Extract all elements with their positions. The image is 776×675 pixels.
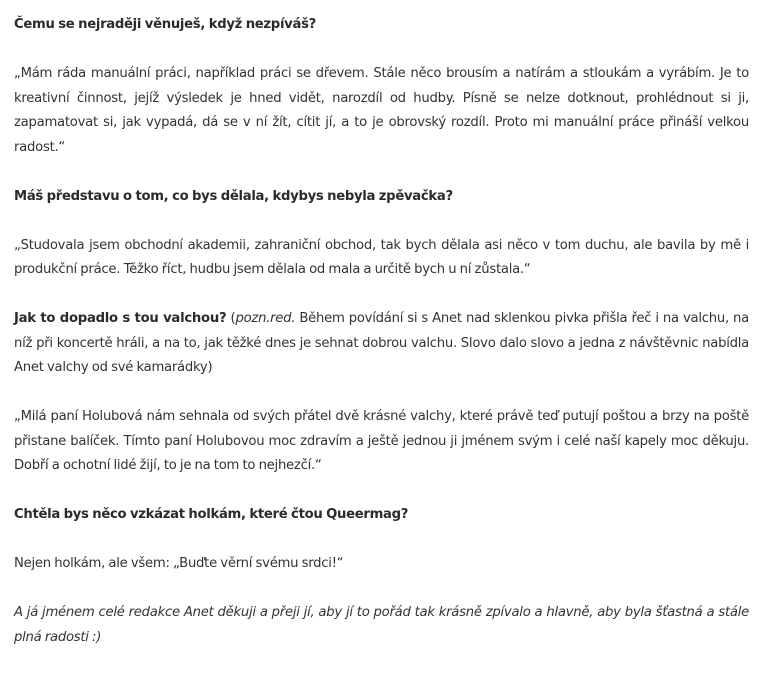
- editor-note-label: pozn.red.: [235, 311, 296, 326]
- question-washboard: [14, 307, 749, 381]
- question-hobbies: Čemu se nejraději věnuješ, když nezpíváš?: [14, 17, 316, 32]
- closing-note: A já jménem celé redakce Anet děkuji a přeji jí, aby jí to pořád tak krásně zpívalo a hlavně, aby byla šťastná a stále plná radosti :): [14, 605, 749, 645]
- answer-washboard: „Milá paní Holubová nám sehnala od svých přátel dvě krásné valchy, které právě teď putují poštou a brzy na poště přistane balíček. Tímto paní Holubovou moc zdravím a ještě jednou ji jménem svým i celé naší kapely moc děkuju. Dobří a ochotní lidé žijí, to je na tom to nejhezčí.“: [14, 409, 749, 473]
- answer-message: Nejen holkám, ale všem: „Buďte věrní svému srdci!“: [14, 556, 344, 571]
- article-body: [14, 13, 749, 675]
- answer-hobbies: „Mám ráda manuální práci, například práci se dřevem. Stále něco brousím a natírám a stloukám a vyrábím. Je to kreativní činnost, jejíž výsledek je hned vidět, narozdíl od hudby. Písně se nelze dotknout, prohlédnout si ji, zapamatovat si, jak vypadá, dá se v ní žít, cítit jí, a to je obrovský rozdíl. Proto mi manuální práce přináší velkou radost.“: [14, 66, 749, 155]
- question-washboard-title: Jak to dopadlo s tou valchou?: [14, 311, 227, 326]
- question-career: Máš představu o tom, co bys dělala, kdybys nebyla zpěvačka?: [14, 188, 453, 204]
- question-message: Chtěla bys něco vzkázat holkám, které čtou Queermag?: [14, 507, 409, 522]
- editor-note-text: Během povídání si s Anet nad sklenkou pivka přišla řeč i na valchu, na níž při koncertě hráli, a na to, jak těžké dnes je sehnat dobrou valchu. Slovo dalo slovo a jedna z návštěvnic nabídla Anet valchy od své kamarádky): [14, 311, 749, 375]
- editor-note-open: (: [226, 311, 236, 326]
- answer-career: „Studovala jsem obchodní akademii, zahraniční obchod, tak bych dělala asi něco v tom duchu, ale bavila by mě i produkční práce. Těžko říct, hudbu jsem dělala od mala a určitě bych u ní zůstala.“: [14, 237, 749, 277]
